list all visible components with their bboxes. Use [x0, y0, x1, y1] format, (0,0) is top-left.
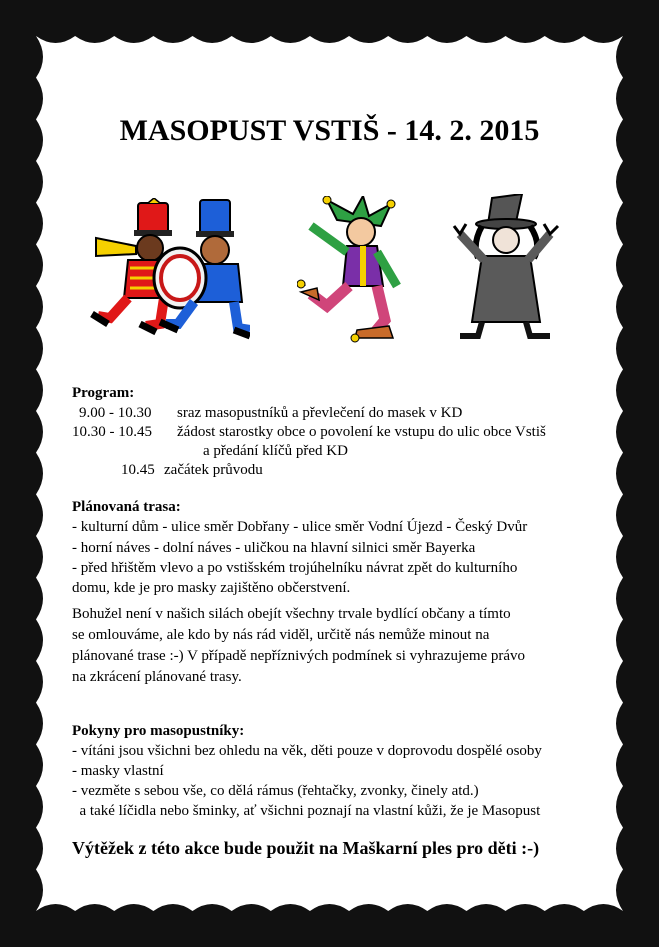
route-line: domu, kde je pro masky zajištěno občerstvení.	[72, 580, 351, 596]
apology-line: na zkrácení plánované trasy.	[72, 669, 242, 685]
jester-illustration	[297, 196, 412, 346]
apology-line: plánované trase :-) V případě nepříznivých podmínek si vyhrazujeme právo	[72, 648, 526, 664]
program-time: 10.30 - 10.45	[72, 424, 152, 440]
page-title: MASOPUST VSTIŠ - 14. 2. 2015	[119, 114, 540, 147]
program-text-cont: a předání klíčů před KD	[203, 443, 348, 459]
program-text: žádost starostky obce o povolení ke vstupu do ulic obce Vstiš	[177, 424, 546, 440]
program-heading: Program:	[72, 385, 135, 401]
route-line: - horní náves - dolní náves - uličkou na hlavní silnici směr Bayerka	[72, 540, 476, 556]
program-time: 10.45	[121, 462, 155, 478]
drummer-band-illustration	[88, 198, 250, 343]
witch-illustration	[452, 194, 560, 339]
route-line: - kulturní dům - ulice směr Dobřany - ulice směr Vodní Újezd - Český Dvůr	[72, 519, 528, 535]
route-line: - před hřištěm vlevo a po vstišském trojúhelníku návrat zpět do kulturního	[72, 560, 518, 576]
apology-line: se omlouváme, ale kdo by nás rád viděl, určitě nás nemůže minout na	[72, 627, 490, 643]
footer-note: Výtěžek z této akce bude použit na Maškarní ples pro děti :-)	[72, 838, 540, 858]
apology-line: Bohužel není v našich silách obejít všechny trvale bydlící občany a tímto	[72, 606, 511, 622]
program-text: začátek průvodu	[164, 462, 263, 478]
instruction-line: - masky vlastní	[72, 763, 164, 779]
instructions-heading: Pokyny pro masopustníky:	[72, 723, 245, 739]
route-heading: Plánovaná trasa:	[72, 499, 181, 515]
instruction-line: - vítáni jsou všichni bez ohledu na věk, děti pouze v doprovodu dospělé osoby	[72, 743, 542, 759]
instruction-line: a také líčidla nebo šminky, ať všichni poznají na vlastní kůži, že je Masopust	[72, 803, 541, 819]
program-time: 9.00 - 10.30	[79, 405, 152, 421]
instruction-line: - vezměte s sebou vše, co dělá rámus (řehtačky, zvonky, činely atd.)	[72, 783, 479, 799]
program-text: sraz masopustníků a převlečení do masek v KD	[177, 405, 463, 421]
